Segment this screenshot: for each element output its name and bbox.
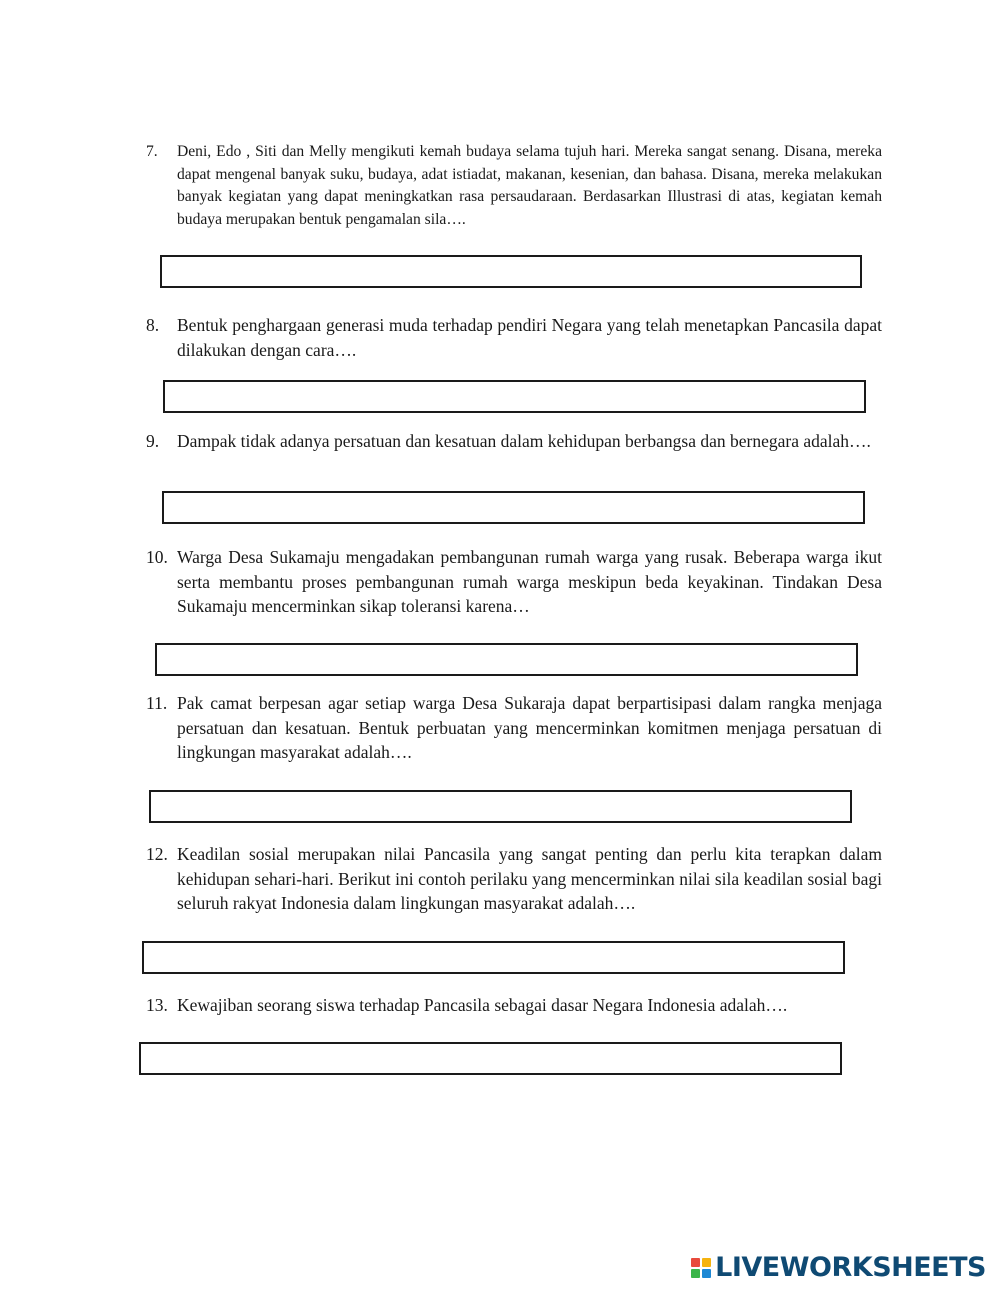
question-7	[146, 141, 882, 231]
answer-input-7[interactable]	[160, 255, 862, 288]
answer-input-12[interactable]	[142, 941, 845, 974]
question-text: Warga Desa Sukamaju mengadakan pembangunan rumah warga yang rusak. Beberapa warga ikut serta membantu proses pembangunan rumah warga meskipun beda keyakinan. Tindakan Desa Sukamaju mencerminkan sikap toleransi karena…	[177, 547, 882, 616]
answer-input-10[interactable]	[155, 643, 858, 676]
question-number: 7.	[146, 143, 158, 160]
question-number: 10.	[146, 547, 168, 567]
liveworksheets-logo	[691, 1252, 986, 1283]
question-11	[146, 691, 882, 765]
question-13	[146, 993, 882, 1018]
question-text: Deni, Edo , Siti dan Melly mengikuti kemah budaya selama tujuh hari. Mereka sangat senang. Disana, mereka dapat mengenal banyak suku, budaya, adat istiadat, makanan, kesenian, dan bahasa. Disana, mereka melakukan banyak kegiatan yang dapat meningkatkan rasa persaudaraan. Berdasarkan Illustrasi di atas, kegiatan kemah budaya merupakan bentuk pengamalan sila….	[177, 143, 882, 228]
question-text: Keadilan sosial merupakan nilai Pancasila yang sangat penting dan perlu kita terapkan dalam kehidupan sehari-hari. Berikut ini contoh perilaku yang mencerminkan nilai sila keadilan sosial bagi seluruh rakyat Indonesia dalam lingkungan masyarakat adalah….	[177, 844, 882, 913]
question-8	[146, 313, 882, 362]
logo-mark-icon	[691, 1258, 711, 1278]
question-number: 8.	[146, 315, 160, 335]
logo-text: LIVEWORKSHEETS	[715, 1252, 986, 1283]
question-number: 13.	[146, 995, 168, 1015]
question-text: Dampak tidak adanya persatuan dan kesatuan dalam kehidupan berbangsa dan bernegara adalah….	[177, 431, 871, 451]
question-number: 9.	[146, 431, 160, 451]
answer-input-11[interactable]	[149, 790, 852, 823]
question-text: Kewajiban seorang siswa terhadap Pancasila sebagai dasar Negara Indonesia adalah….	[177, 995, 788, 1015]
question-12	[146, 842, 882, 916]
answer-input-13[interactable]	[139, 1042, 842, 1075]
question-9	[146, 429, 882, 454]
answer-input-9[interactable]	[162, 491, 865, 524]
question-10	[146, 545, 882, 619]
question-number: 12.	[146, 844, 168, 864]
question-number: 11.	[146, 693, 168, 713]
question-text: Bentuk penghargaan generasi muda terhadap pendiri Negara yang telah menetapkan Pancasila dapat dilakukan dengan cara….	[177, 315, 882, 360]
answer-input-8[interactable]	[163, 380, 866, 413]
question-text: Pak camat berpesan agar setiap warga Desa Sukaraja dapat berpartisipasi dalam rangka menjaga persatuan dan kesatuan. Bentuk perbuatan yang mencerminkan komitmen menjaga persatuan di lingkungan masyarakat adalah….	[177, 693, 882, 762]
